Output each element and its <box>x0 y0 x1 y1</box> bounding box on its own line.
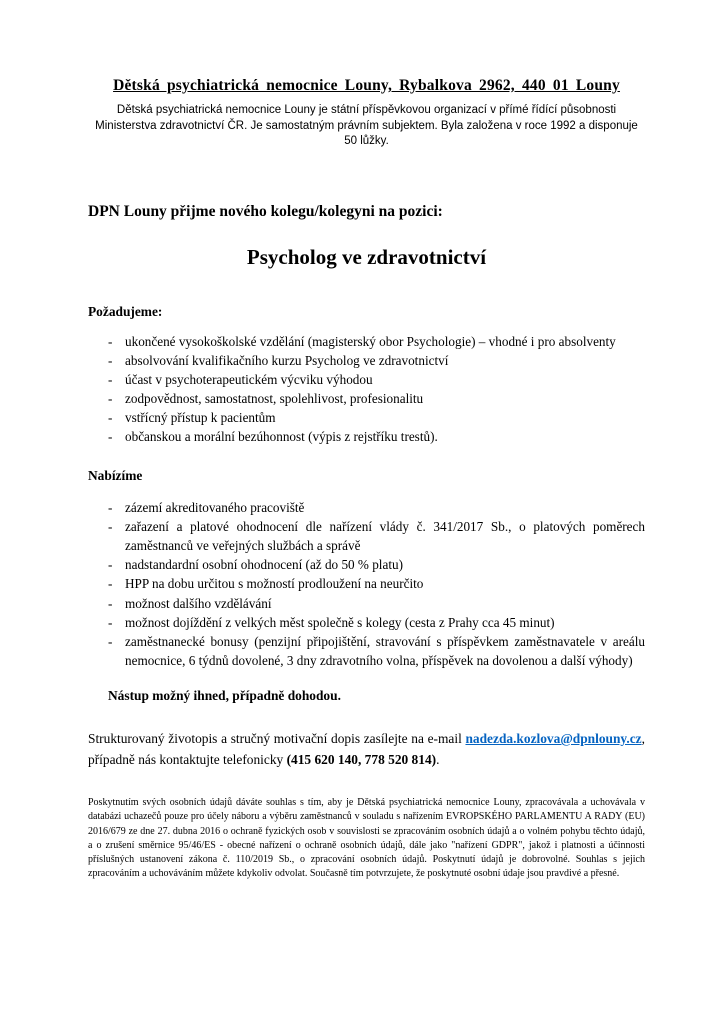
document-header <box>88 74 645 150</box>
requirement-item <box>88 332 645 351</box>
offer-item <box>88 632 645 670</box>
offer-text: zaměstnanecké bonusy (penzijní připojištění, stravování s příspěvkem zaměstnavatele v areálu nemocnice, 6 týdnů dovolené, 3 dny zdravotního volna, příspěvek na dovolenou a další výhody) <box>125 633 645 668</box>
dash-bullet-icon: - <box>108 352 113 368</box>
dash-bullet-icon: - <box>108 409 113 425</box>
offer-item <box>88 517 645 555</box>
offer-item <box>88 613 645 632</box>
position-title: Psycholog ve zdravotnictví <box>246 244 487 269</box>
requirement-item <box>88 389 645 408</box>
email-link[interactable]: nadezda.kozlova@dpnlouny.cz <box>465 730 642 746</box>
dash-bullet-icon: - <box>108 614 113 630</box>
requirement-item <box>88 408 645 427</box>
job-intro-line: DPN Louny přijme nového kolegu/kolegyni na pozici: <box>88 202 443 220</box>
contact-text-middle: , případně nás kontaktujte telefonicky <box>88 730 645 767</box>
requirements-heading: Požadujeme: <box>88 303 163 319</box>
requirement-text: vstřícný přístup k pacientům <box>125 409 276 425</box>
offer-text: nadstandardní osobní ohodnocení (až do 50 % platu) <box>125 557 403 573</box>
dash-bullet-icon: - <box>108 595 113 611</box>
offer-text: možnost dojíždění z velkých měst společně s kolegy (cesta z Prahy cca 45 minut) <box>125 614 555 630</box>
offer-item <box>88 498 645 517</box>
dash-bullet-icon: - <box>108 390 113 406</box>
dash-bullet-icon: - <box>108 557 113 573</box>
offer-list <box>88 498 645 670</box>
offer-text: zařazení a platové ohodnocení dle nařízení vlády č. 341/2017 Sb., o platových poměrech zaměstnanců ve veřejných službách a správě <box>125 519 645 554</box>
phone-numbers: (415 620 140, 778 520 814) <box>286 751 437 767</box>
dash-bullet-icon: - <box>108 333 113 349</box>
offer-item <box>88 574 645 593</box>
gdpr-notice: Poskytnutím svých osobních údajů dáváte souhlas s tím, aby je Dětská psychiatrická nemocnice Louny, zpracovávala a uchovávala v databázi uchazečů pouze pro účely náboru a výběru zaměstnanců v souladu s nařízením EVROPSKÉHO PARLAMENTU A RADY (EU) 2016/679 ze dne 27. dubna 2016 o ochraně fyzických osob v souvislosti se zpracováním osobních údajů a o volném pohybu těchto údajů, a o zrušení směrnice 95/46/ES - obecné nařízení o ochraně osobních údajů, dále jako "nařízení GDPR", jakož i platnosti a účinnosti příslušných ustanovení zákona č. 110/2019 Sb., o zpracování osobních údajů. Poskytnutí údajů je dobrovolné. Souhlas s jejich zpracováním a uchováváním můžete kdykoliv odvolat. Současně tím potvrzujete, že poskytnuté osobní údaje jsou pravdivé a přesné. <box>88 796 645 880</box>
contact-text-end: . <box>436 751 440 767</box>
requirement-item <box>88 427 645 446</box>
contact-text-before: Strukturovaný životopis a stručný motivační dopis zasílejte na e-mail <box>88 730 466 746</box>
requirement-text: absolvování kvalifikačního kurzu Psycholog ve zdravotnictví <box>125 352 449 368</box>
requirements-section <box>88 302 645 447</box>
dash-bullet-icon: - <box>108 371 113 387</box>
requirements-list <box>88 332 645 447</box>
offer-section <box>88 466 645 670</box>
dash-bullet-icon: - <box>108 500 113 516</box>
hospital-description: Dětská psychiatrická nemocnice Louny je státní příspěvkovou organizací v přímé řídící působnosti Ministerstva zdravotnictví ČR. Je samostatným právním subjektem. Byla založena v roce 1992 a disponuje 50 lůžky. <box>95 104 638 147</box>
offer-item <box>88 555 645 574</box>
requirement-text: účast v psychoterapeutickém výcviku výhodou <box>125 371 373 387</box>
requirement-item <box>88 370 645 389</box>
dash-bullet-icon: - <box>108 519 113 535</box>
offer-text: zázemí akreditovaného pracoviště <box>125 500 305 516</box>
contact-paragraph <box>88 728 645 770</box>
dash-bullet-icon: - <box>108 633 113 649</box>
dash-bullet-icon: - <box>108 576 113 592</box>
offer-text: možnost dalšího vzdělávání <box>125 595 272 611</box>
start-date-note: Nástup možný ihned, případně dohodou. <box>108 687 341 703</box>
requirement-item <box>88 351 645 370</box>
offer-item <box>88 594 645 613</box>
hospital-name-title: Dětská psychiatrická nemocnice Louny, Rybalkova 2962, 440 01 Louny <box>113 77 620 94</box>
offer-heading: Nabízíme <box>88 468 143 484</box>
requirement-text: zodpovědnost, samostatnost, spolehlivost, profesionalitu <box>125 390 424 406</box>
requirement-text: občanskou a morální bezúhonnost (výpis z rejstříku trestů). <box>125 428 438 444</box>
offer-text: HPP na dobu určitou s možností prodloužení na neurčito <box>125 576 424 592</box>
dash-bullet-icon: - <box>108 428 113 444</box>
requirement-text: ukončené vysokoškolské vzdělání (magisterský obor Psychologie) – vhodné i pro absolventy <box>125 333 616 349</box>
